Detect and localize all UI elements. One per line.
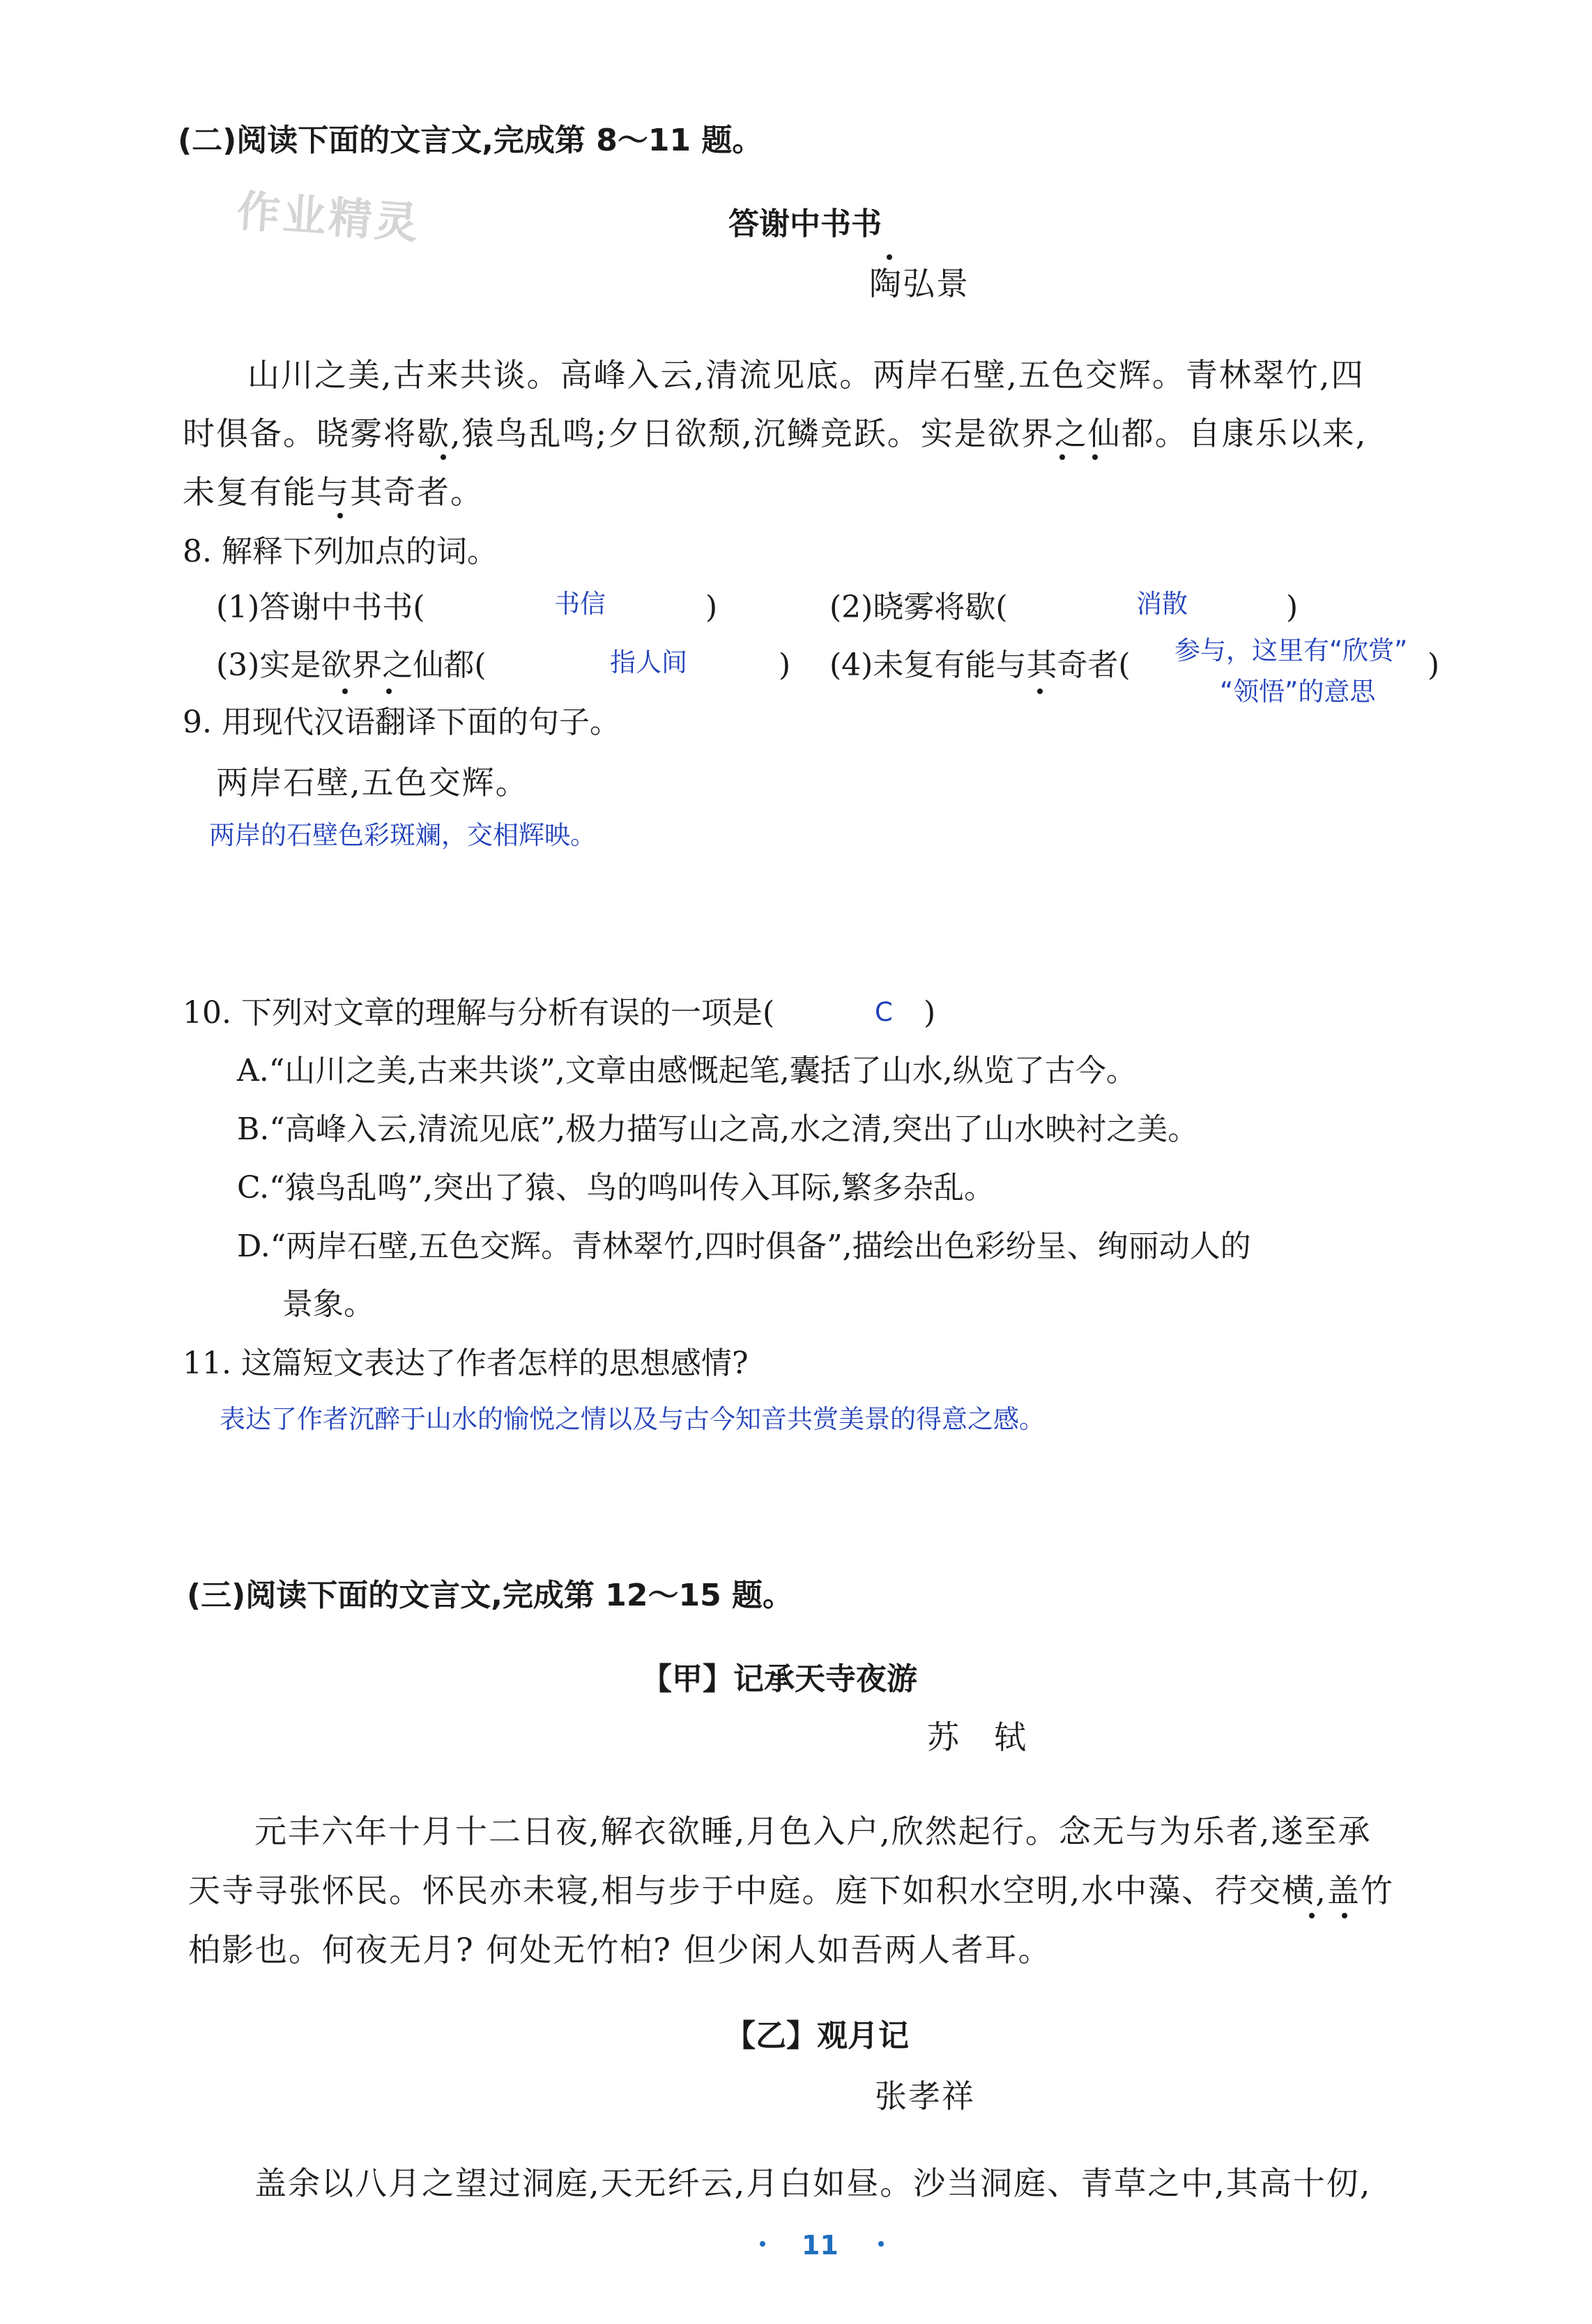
q8-item1-close: ) (705, 590, 718, 625)
q10-option-d: D.“两岸石壁,五色交辉。青林翠竹,四时俱备”,描绘出色彩纷呈、绚丽动人的 (237, 1229, 1251, 1264)
q8-stem: 8. 解释下列加点的词。 (183, 534, 498, 569)
passage-jia-author: 苏 轼 (927, 1718, 1027, 1756)
q10-option-d-cont: 景象。 (282, 1286, 374, 1322)
q8-item4-answer-line1: 参与，这里有“欣赏” (1174, 636, 1408, 665)
q8-item4-answer-line2: “领悟”的意思 (1220, 677, 1376, 707)
q11-answer: 表达了作者沉醉于山水的愉悦之情以及与古今知音共赏美景的得意之感。 (220, 1404, 1045, 1434)
emphasis-dot (342, 688, 348, 694)
emphasis-dot (887, 254, 892, 260)
q11-stem: 11. 这篇短文表达了作者怎样的思想感情? (183, 1346, 749, 1381)
q8-item1-answer: 书信 (554, 589, 606, 619)
passage-jia-title: 【甲】记承天寺夜游 (641, 1661, 917, 1697)
q9-sentence: 两岸石壁,五色交辉。 (216, 764, 529, 801)
q9-answer: 两岸的石壁色彩斑斓，交相辉映。 (209, 820, 596, 850)
section2-heading: (二)阅读下面的文言文,完成第 8～11 题。 (178, 123, 763, 158)
emphasis-dot (1059, 454, 1065, 460)
q8-item2-close: ) (1286, 590, 1299, 625)
q8-item3-answer: 指人间 (610, 647, 687, 677)
q8-item2-label: (2)晓雾将歇( (829, 590, 1008, 625)
q8-item2-answer: 消散 (1136, 589, 1188, 619)
q10-answer: C (875, 997, 893, 1027)
passage-yi-line-1: 盖余以八月之望过洞庭,天无纤云,月白如昼。沙当洞庭、青草之中,其高十仞, (254, 2164, 1372, 2202)
page-number-dot-right (878, 2241, 884, 2247)
q9-stem: 9. 用现代汉语翻译下面的句子。 (183, 705, 620, 740)
q10-stem: 10. 下列对文章的理解与分析有误的一项是( (183, 995, 775, 1031)
emphasis-dot (337, 513, 343, 518)
passage1-line-2: 时俱备。晓雾将歇,猿鸟乱鸣;夕日欲颓,沉鳞竞跃。实是欲界之仙都。自康乐以来, (183, 415, 1368, 452)
q8-item3-close: ) (779, 647, 791, 683)
q10-option-c: C.“猿鸟乱鸣”,突出了猿、鸟的鸣叫传入耳际,繁多杂乱。 (237, 1170, 995, 1206)
passage-jia-line-3: 柏影也。何夜无月? 何处无竹柏? 但少闲人如吾两人者耳。 (188, 1931, 1052, 1969)
emphasis-dot (386, 688, 392, 694)
q8-item3-label: (3)实是欲界之仙都( (216, 647, 487, 683)
watermark: 作业精灵 (235, 185, 422, 249)
emphasis-dot (441, 454, 446, 460)
emphasis-dot (1037, 688, 1043, 694)
q10-option-b: B.“高峰入云,清流见底”,极力描写山之高,水之清,突出了山水映衬之美。 (237, 1111, 1199, 1147)
passage1-author: 陶弘景 (869, 265, 970, 302)
passage-yi-title: 【乙】观月记 (725, 2018, 909, 2054)
passage-yi-author: 张孝祥 (875, 2077, 975, 2115)
section3-heading: (三)阅读下面的文言文,完成第 12～15 题。 (187, 1578, 794, 1613)
page-number: 11 (802, 2230, 839, 2261)
passage1-line-1: 山川之美,古来共谈。高峰入云,清流见底。两岸石壁,五色交辉。青林翠竹,四 (247, 356, 1365, 394)
passage1-title: 答谢中书书 (728, 206, 882, 242)
q8-item1-label: (1)答谢中书书( (216, 590, 425, 625)
passage-jia-line-1: 元丰六年十月十二日夜,解衣欲睡,月色入户,欣然起行。念无与为乐者,遂至承 (254, 1813, 1372, 1850)
q8-item4-label: (4)未复有能与其奇者( (829, 647, 1131, 683)
page-number-dot-left (760, 2241, 765, 2247)
q10-option-a: A.“山川之美,古来共谈”,文章由感慨起笔,囊括了山水,纵览了古今。 (237, 1053, 1137, 1088)
emphasis-dot (1342, 1913, 1347, 1918)
passage-jia-line-2: 天寺寻张怀民。怀民亦未寝,相与步于中庭。庭下如积水空明,水中藻、荇交横,盖竹 (188, 1872, 1394, 1909)
q8-item4-close: ) (1428, 647, 1440, 683)
passage1-line-3: 未复有能与其奇者。 (183, 473, 484, 511)
emphasis-dot (1092, 454, 1098, 460)
q10-close: ) (924, 995, 936, 1031)
emphasis-dot (1309, 1913, 1315, 1918)
